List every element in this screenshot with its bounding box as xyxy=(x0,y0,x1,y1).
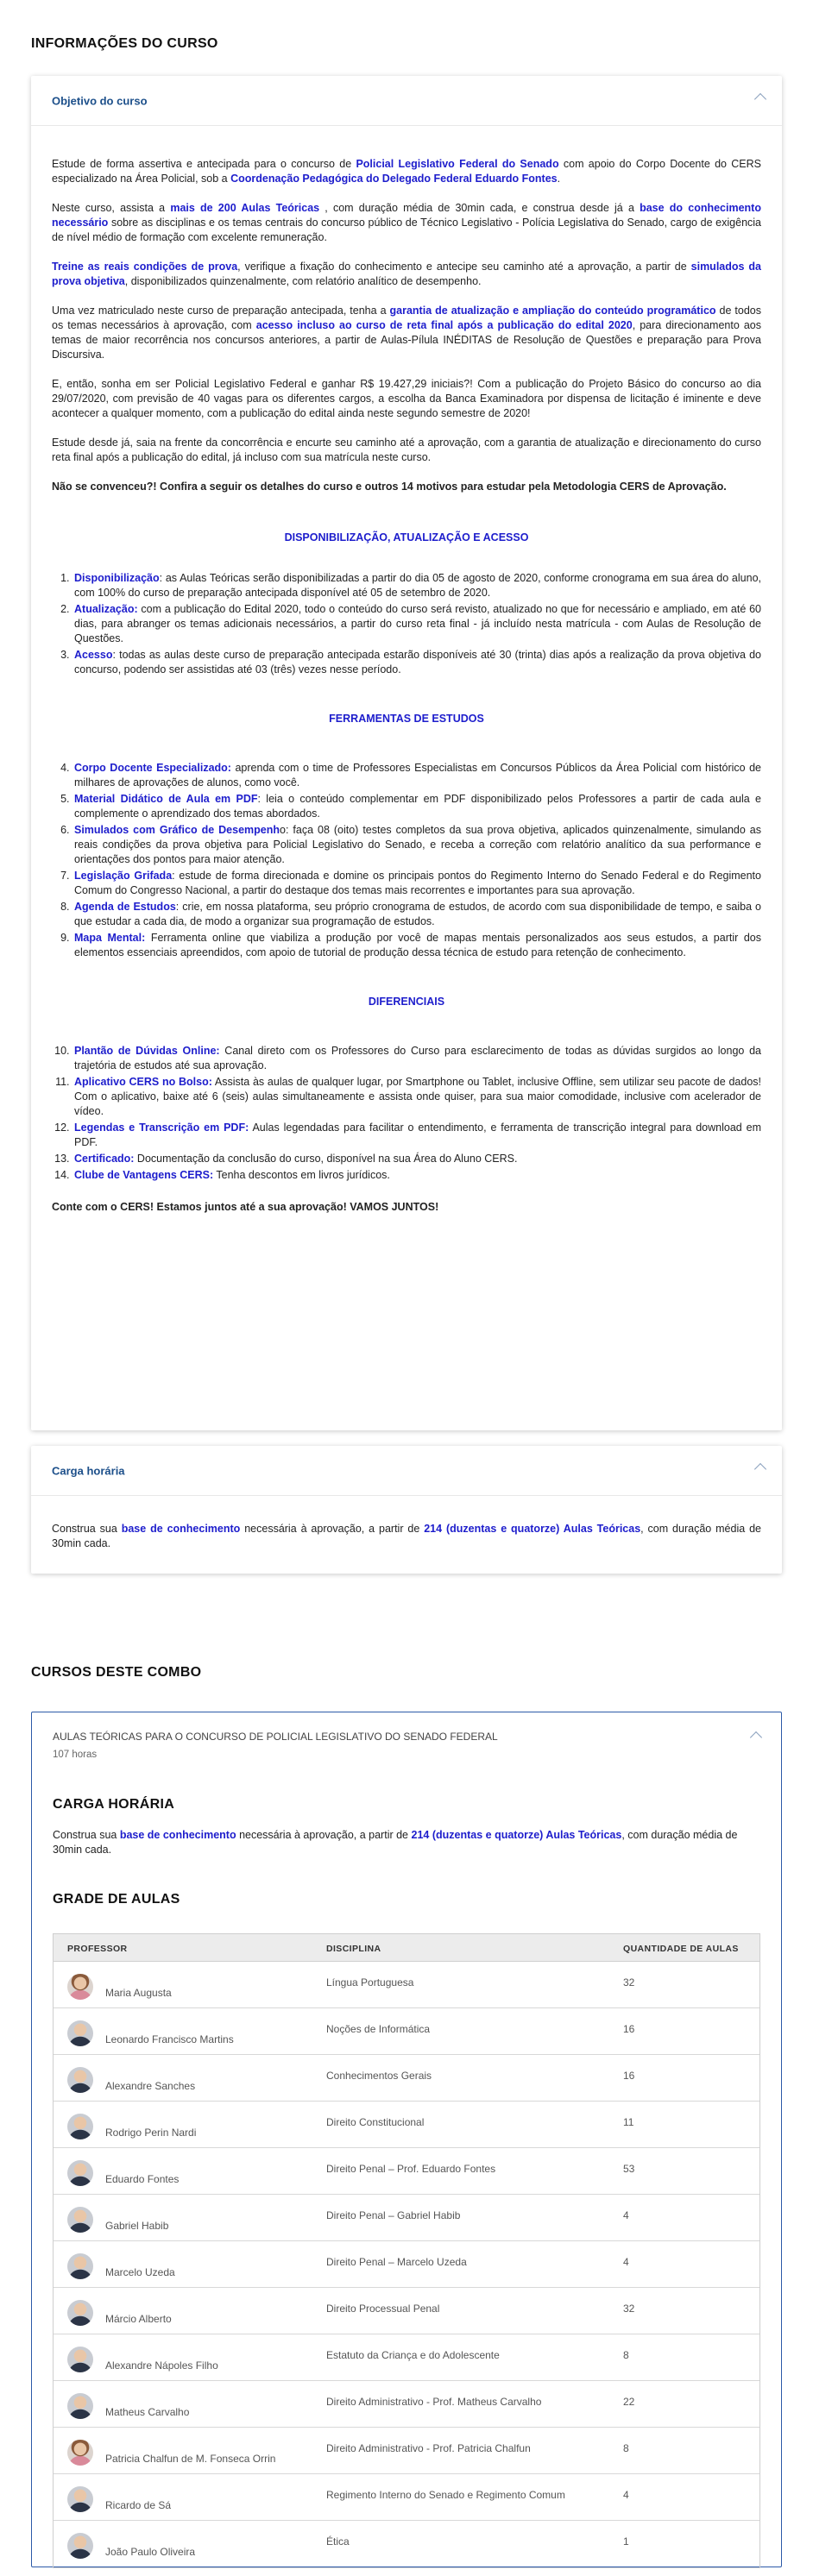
discipline: Direito Constitucional xyxy=(326,2116,425,2128)
discipline: Conhecimentos Gerais xyxy=(326,2070,432,2082)
avatar xyxy=(67,1974,93,2000)
discipline: Direito Administrativo - Prof. Matheus Carvalho xyxy=(326,2396,542,2408)
chevron-up-icon[interactable] xyxy=(754,1463,766,1475)
discipline: Direito Penal – Gabriel Habib xyxy=(326,2209,461,2221)
list-item: 1. Disponibilização: as Aulas Teóricas serão disponibilizadas a partir do dia 05 de agosto de 2020, conforme cronograma em sua área do aluno, com 100% do curso de preparação antecipada disponível até 05 de setembro de 2020. xyxy=(72,571,761,600)
course-info-title: INFORMAÇÕES DO CURSO xyxy=(31,36,218,51)
professor-name: Marcelo Uzeda xyxy=(105,2266,175,2278)
workload-text: Construa sua base de conhecimento necessária à aprovação, a partir de 214 (duzentas e quatorze) Aulas Teóricas, com duração média de 30min cada. xyxy=(52,1523,761,1549)
professor-name: Ricardo de Sá xyxy=(105,2499,172,2511)
list-ferramentas xyxy=(72,761,761,960)
class-count: 53 xyxy=(623,2163,635,2175)
objective-paragraph-6: Estude desde já, saia na frente da concorrência e encurte seu caminho até a aprovação, com a garantia de atualização e direcionamento do curso reta final após a publicação do edital, já incluso com sua matrícula neste curso. xyxy=(52,437,761,463)
list-item: 5. Material Didático de Aula em PDF: leia o conteúdo complementar em PDF disponibilizado pelos Professores a partir de cada aula e complemente o aprendizado dos temas abordados. xyxy=(72,792,761,821)
table-row xyxy=(54,2148,759,2195)
header-professor: PROFESSOR xyxy=(67,1944,128,1954)
class-count: 8 xyxy=(623,2349,629,2361)
table-row xyxy=(54,2241,759,2288)
professor-name: Maria Augusta xyxy=(105,1987,172,1999)
professor-name: Márcio Alberto xyxy=(105,2313,172,2325)
objective-paragraph-1: Estude de forma assertiva e antecipada para o concurso de Policial Legislativo Federal do Senado com apoio do Corpo Docente do CERS especializado na Área Policial, sob a Coordenação Pedagógica do Delegado Federal Eduardo Fontes. xyxy=(52,158,761,185)
avatar xyxy=(67,2533,93,2559)
list-item: 4. Corpo Docente Especializado: aprenda com o time de Professores Especialistas em Concursos Públicos da Área Policial com histórico de milhares de aprovações de alunos, como você. xyxy=(72,761,761,790)
class-count: 16 xyxy=(623,2070,635,2082)
class-count: 11 xyxy=(623,2116,634,2128)
table-row xyxy=(54,2288,759,2334)
professor-name: Alexandre Sanches xyxy=(105,2080,196,2092)
list-item: 12. Legendas e Transcrição em PDF: Aulas legendadas para facilitar o entendimento, e ferramenta de transcrição integral para download em PDF. xyxy=(72,1121,761,1150)
list-disponibilizacao xyxy=(72,571,761,677)
avatar xyxy=(67,2300,93,2326)
table-row xyxy=(54,2195,759,2241)
avatar xyxy=(67,2067,93,2093)
list-item: 2. Atualização: com a publicação do Edital 2020, todo o conteúdo do curso será revisto, atualizado no que for necessário e ampliado, em até 60 dias, para abranger os temas adicionais necessários, a partir do curso reta final - já incluído nesta matrícula - com Aulas de Resolução de Questões. xyxy=(72,602,761,646)
list-item: 9. Mapa Mental: Ferramenta online que viabiliza a produção por você de mapas mentais personalizados aos seus estudos, a partir dos elementos essenciais apreendidos, com apoio de tutorial de produção dessa técnica de estudo para retenção de conhecimento. xyxy=(72,931,761,960)
list-item: 10. Plantão de Dúvidas Online: Canal direto com os Professores do Curso para esclarecimento de todas as dúvidas surgidos ao longo da trajetória de estudos até sua aprovação. xyxy=(72,1044,761,1073)
discipline: Ética xyxy=(326,2535,350,2548)
classes-table xyxy=(53,1933,760,2568)
objective-body xyxy=(31,126,782,1215)
header-disciplina: DISCIPLINA xyxy=(326,1944,381,1954)
professor-name: Patricia Chalfun de M. Fonseca Orrin xyxy=(105,2453,276,2465)
discipline: Direito Penal – Prof. Eduardo Fontes xyxy=(326,2163,496,2175)
professor-name: João Paulo Oliveira xyxy=(105,2546,196,2558)
objective-card xyxy=(31,76,782,1430)
table-row xyxy=(54,2428,759,2474)
table-row xyxy=(54,2474,759,2521)
heading-diferenciais: DIFERENCIAIS xyxy=(368,996,445,1008)
discipline: Noções de Informática xyxy=(326,2023,431,2035)
avatar xyxy=(67,2207,93,2233)
avatar xyxy=(67,2253,93,2279)
professor-name: Rodrigo Perin Nardi xyxy=(105,2127,197,2139)
avatar xyxy=(67,2440,93,2466)
professor-name: Alexandre Nápoles Filho xyxy=(105,2359,218,2372)
discipline: Direito Penal – Marcelo Uzeda xyxy=(326,2256,467,2268)
workload-accordion-header[interactable] xyxy=(31,1446,782,1496)
combo-workload-title: CARGA HORÁRIA xyxy=(53,1797,175,1812)
closing-text: Conte com o CERS! Estamos juntos até a sua aprovação! VAMOS JUNTOS! xyxy=(52,1201,439,1213)
table-row xyxy=(54,2334,759,2381)
table-row xyxy=(54,2381,759,2428)
list-item: 13. Certificado: Documentação da conclusão do curso, disponível na sua Área do Aluno CERS. xyxy=(72,1152,761,1166)
combo-course-name: AULAS TEÓRICAS PARA O CONCURSO DE POLICIAL LEGISLATIVO DO SENADO FEDERAL xyxy=(53,1731,498,1743)
objective-accordion-header[interactable] xyxy=(31,76,782,126)
avatar xyxy=(67,2114,93,2139)
chevron-up-icon[interactable] xyxy=(750,1731,762,1744)
list-item: 7. Legislação Grifada: estude de forma direcionada e domine os principais pontos do Regimento Interno do Senado Federal e do Regimento Comum do Congresso Nacional, a partir do destaque dos temas mais recorrentes e importantes para sua aprovação. xyxy=(72,869,761,898)
professor-name: Gabriel Habib xyxy=(105,2220,169,2232)
list-item: 6. Simulados com Gráfico de Desempenho: faça 08 (oito) testes completos da sua prova objetiva, aplicados quinzenalmente, simulando as reais condições da prova objetiva para Policial Legislativo do Senado, e receba a correção com relatório analítico da sua performance e orientações dos pontos para maior atenção. xyxy=(72,823,761,867)
combo-course-header[interactable] xyxy=(53,1730,498,1762)
discipline: Estatuto da Criança e do Adolescente xyxy=(326,2349,500,2361)
discipline: Direito Processual Penal xyxy=(326,2303,440,2315)
avatar xyxy=(67,2486,93,2512)
professor-name: Leonardo Francisco Martins xyxy=(105,2033,234,2045)
list-diferenciais xyxy=(72,1044,761,1183)
combo-section-title: CURSOS DESTE COMBO xyxy=(31,1665,202,1680)
workload-card xyxy=(31,1446,782,1574)
avatar xyxy=(67,2160,93,2186)
discipline: Regimento Interno do Senado e Regimento Comum xyxy=(326,2489,565,2501)
table-row xyxy=(54,2008,759,2055)
objective-paragraph-3: Treine as reais condições de prova, verifique a fixação do conhecimento e antecipe seu caminho até a aprovação, a partir de simulados da prova objetiva, disponibilizados quinzenalmente, com relatório analítico de desempenho. xyxy=(52,261,762,287)
objective-paragraph-5: E, então, sonha em ser Policial Legislativo Federal e ganhar R$ 19.427,29 iniciais?! Com a publicação do Projeto Básico do concurso ao dia 29/07/2020, com previsão de 40 vagas para os diferentes cargos, a escolha da Banca Examinadora por dispensa de licitação é iminente e deve acontecer a qualquer momento, com a publicação do edital ainda neste segundo semestre de 2020! xyxy=(52,378,761,419)
table-row xyxy=(54,2055,759,2102)
list-item: 3. Acesso: todas as aulas deste curso de preparação antecipada estarão disponíveis até 30 (trinta) dias após a realização da prova objetiva do concurso, podendo ser assistidas até 03 (três) vezes nesse período. xyxy=(72,648,761,677)
objective-paragraph-4: Uma vez matriculado neste curso de preparação antecipada, tenha a garantia de atualização e ampliação do conteúdo programático de todos os temas necessários à aprovação, com acesso incluso ao curso de reta final após a publicação do edital 2020, para direcionamento aos temas de maior recorrência nos concursos anteriores, a partir de Aulas-Pílula INÉDITAS de Resolução de Questões e preparação para Prova Discursiva. xyxy=(52,305,761,361)
grid-title: GRADE DE AULAS xyxy=(53,1892,180,1907)
workload-body xyxy=(31,1496,782,1551)
class-count: 22 xyxy=(623,2396,635,2408)
list-item: 8. Agenda de Estudos: crie, em nossa plataforma, seu próprio cronograma de estudos, de acordo com sua disponibilidade de tempo, e saiba o que estudar a cada dia, de modo a organizar sua programação de estudos. xyxy=(72,900,761,929)
class-count: 4 xyxy=(623,2256,629,2268)
combo-course-card xyxy=(31,1712,782,2567)
avatar xyxy=(67,2020,93,2046)
combo-course-hours: 107 horas xyxy=(53,1750,98,1760)
table-row xyxy=(54,2102,759,2148)
class-count: 4 xyxy=(623,2209,629,2221)
class-count: 32 xyxy=(623,1976,635,1989)
combo-workload-text: Construa sua base de conhecimento necessária à aprovação, a partir de 214 (duzentas e quatorze) Aulas Teóricas, com duração média de 30min cada. xyxy=(53,1829,738,1856)
table-row xyxy=(54,1962,759,2008)
list-item: 11. Aplicativo CERS no Bolso: Assista às aulas de qualquer lugar, por Smartphone ou Tablet, inclusive Offline, sem utilizar seu pacote de dados! Com o aplicativo, baixe até 6 (seis) aulas simultaneamente e assista onde quiser, para sua maior comodidade, inclusive com acelerador de vídeo. xyxy=(72,1075,761,1119)
discipline: Direito Administrativo - Prof. Patricia Chalfun xyxy=(326,2442,531,2454)
table-row xyxy=(54,2521,759,2567)
heading-disponibilizacao: DISPONIBILIZAÇÃO, ATUALIZAÇÃO E ACESSO xyxy=(284,531,529,543)
class-count: 4 xyxy=(623,2489,629,2501)
table-body xyxy=(54,1962,759,2567)
workload-title: Carga horária xyxy=(52,1464,125,1477)
objective-paragraph-2: Neste curso, assista a mais de 200 Aulas Teóricas , com duração média de 30min cada, e construa desde já a base do conhecimento necessário sobre as disciplinas e os temas centrais do concurso público de Técnico Legislativo - Polícia Legislativa do Senado, cargo de exigência de nível médio de formação com excelente remuneração. xyxy=(52,202,761,243)
heading-ferramentas: FERRAMENTAS DE ESTUDOS xyxy=(329,713,484,725)
class-count: 32 xyxy=(623,2303,635,2315)
discipline: Língua Portuguesa xyxy=(326,1976,414,1989)
class-count: 1 xyxy=(623,2535,629,2548)
table-header xyxy=(54,1934,759,1962)
objective-title: Objetivo do curso xyxy=(52,94,148,107)
header-quantidade: QUANTIDADE DE AULAS xyxy=(623,1944,739,1954)
list-item: 14. Clube de Vantagens CERS: Tenha descontos em livros jurídicos. xyxy=(72,1168,761,1183)
avatar xyxy=(67,2393,93,2419)
professor-name: Eduardo Fontes xyxy=(105,2173,180,2185)
professor-name: Matheus Carvalho xyxy=(105,2406,190,2418)
avatar xyxy=(67,2347,93,2372)
objective-paragraph-7: Não se convenceu?! Confira a seguir os detalhes do curso e outros 14 motivos para estudar pela Metodologia CERS de Aprovação. xyxy=(52,481,727,493)
chevron-up-icon[interactable] xyxy=(754,93,766,105)
class-count: 8 xyxy=(623,2442,629,2454)
class-count: 16 xyxy=(623,2023,635,2035)
